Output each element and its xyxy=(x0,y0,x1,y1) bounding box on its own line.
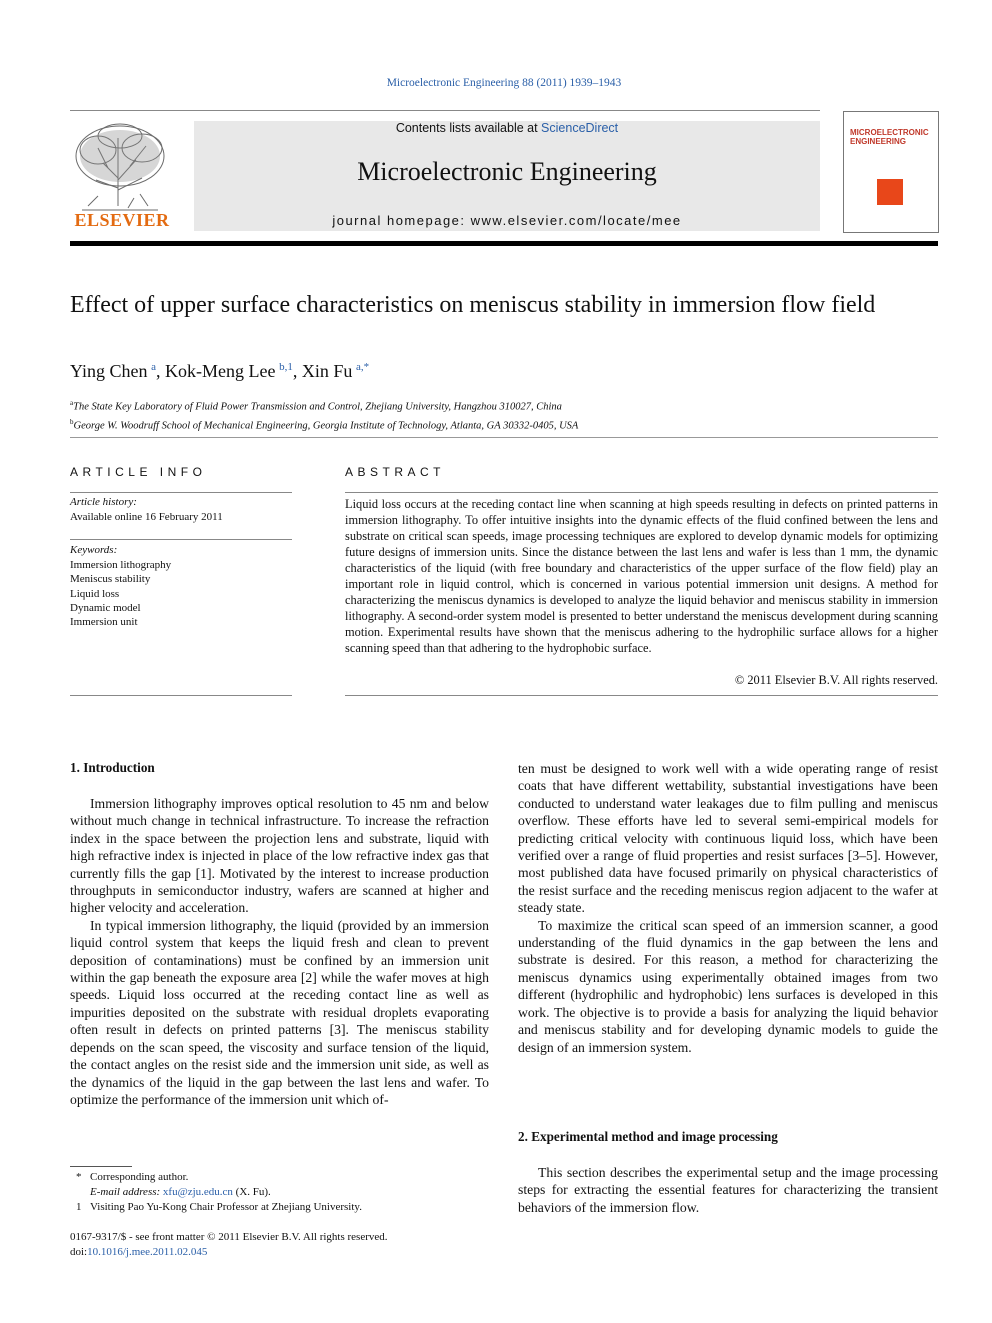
journal-citation[interactable]: Microelectronic Engineering 88 (2011) 1939–1943 xyxy=(386,77,622,89)
article-title: Effect of upper surface characteristics on meniscus stability in immersion flow field xyxy=(70,292,876,318)
affiliations xyxy=(70,396,578,433)
keyword: Meniscus stability xyxy=(70,573,151,586)
body-column-right-continued xyxy=(518,1164,938,1216)
keyword: Dynamic model xyxy=(70,601,141,614)
affiliation xyxy=(70,396,578,415)
affiliation-text: George W. Woodruff School of Mechanical Engineering, Georgia Institute of Technology, Atlanta, GA 30332-0405, USA xyxy=(73,420,579,431)
doi-line xyxy=(70,1245,388,1260)
email-label: E-mail address: xyxy=(90,1186,161,1198)
author-separator: , xyxy=(292,361,302,381)
article-info-heading: ARTICLE INFO xyxy=(70,465,207,479)
journal-cover-thumbnail[interactable] xyxy=(843,111,939,233)
footnote-mark: 1 xyxy=(76,1201,82,1213)
article-info-rule xyxy=(70,695,292,696)
author-affil-mark[interactable]: a,* xyxy=(355,361,370,373)
homepage-prefix: journal homepage: xyxy=(332,213,471,228)
abstract-heading: ABSTRACT xyxy=(345,465,446,479)
footnote-mark: * xyxy=(76,1171,82,1183)
doi-prefix: doi: xyxy=(70,1246,88,1258)
paragraph: This section describes the experimental setup and the image processing steps for extracting the essential features for characterizing the transient behaviors of the immersion flow. xyxy=(518,1165,938,1215)
article-info-rule xyxy=(70,539,292,540)
header-thick-rule xyxy=(70,241,938,246)
cover-title: MICROELECTRONIC ENGINEERING xyxy=(850,128,929,146)
abstract-text: Liquid loss occurs at the receding contact line when scanning at high speeds resulting in defects on printed patterns in immersion lithography. To offer intuitive insights into the dynamic effects of the fluid confined between the lens and substrate on critical scan speeds, image processing techniques are explored to develop dynamic models for optimizing future designs of immersion units. Since the distance between the last lens and wafer is less than 1 mm, the dynamic characteristics of the liquid (with free boundary and characteristics of the upper surface of the flow field) play an important role in liquid control, which is concerned in various potential immersion unit designs. A method for characterizing the meniscus dynamics is developed to analyze the liquid behavior and meniscus stability in immersion lithography. A second-order system model is presented to better understand the meniscus development during scanning motion. Experimental results have shown that the meniscus adhering to the hydrophilic surface allows for a higher scanning speed than that adhering to the hydrophobic surface. xyxy=(345,497,938,655)
author-separator: , xyxy=(156,361,166,381)
section-heading: 1. Introduction xyxy=(70,760,155,775)
title-divider xyxy=(70,437,938,438)
doi-link[interactable]: 10.1016/j.mee.2011.02.045 xyxy=(87,1246,208,1258)
publisher-wordmark: ELSEVIER xyxy=(74,210,170,230)
abstract-rule xyxy=(345,492,938,493)
contents-line xyxy=(194,121,820,135)
keyword: Immersion unit xyxy=(70,616,138,629)
footnote-text: Corresponding author. xyxy=(90,1171,189,1183)
history-value: Available online 16 February 2011 xyxy=(70,511,223,523)
sciencedirect-link[interactable]: ScienceDirect xyxy=(541,121,619,135)
section-heading: 2. Experimental method and image processing xyxy=(518,1129,778,1144)
body-column-left xyxy=(70,795,489,1108)
contents-prefix: Contents lists available at xyxy=(395,121,542,135)
journal-homepage xyxy=(194,213,820,228)
header-divider xyxy=(70,110,820,111)
email-suffix: (X. Fu). xyxy=(232,1186,271,1198)
author-name[interactable]: Ying Chen xyxy=(70,361,148,381)
footnote-text: Visiting Pao Yu-Kong Chair Professor at Zhejiang University. xyxy=(90,1201,362,1213)
footnote xyxy=(70,1200,362,1215)
affiliation-mark: b xyxy=(70,417,74,426)
journal-title: Microelectronic Engineering xyxy=(357,157,657,186)
footnotes xyxy=(70,1170,362,1215)
author-name[interactable]: Kok-Meng Lee xyxy=(165,361,276,381)
issn-doi-block xyxy=(70,1230,388,1260)
keyword: Liquid loss xyxy=(70,587,120,600)
affiliation xyxy=(70,415,578,434)
abstract-copyright: © 2011 Elsevier B.V. All rights reserved. xyxy=(734,673,938,687)
paragraph: To maximize the critical scan speed of an immersion scanner, a good understanding of the fluid dynamics in the gap between the lens and substrate is desired. For this reason, a method for characterizing the meniscus dynamics using experimentally obtained images from two different (hydrophilic and hydrophobic) lens surfaces is developed in this work. The objective is to provide a basis for analyzing the liquid behavior and meniscus stability and for developing dynamic models to guide the design of an immersion system. xyxy=(518,917,938,1055)
article-info-rule xyxy=(70,492,292,493)
cover-graphic xyxy=(877,179,903,205)
body-column-right xyxy=(518,760,938,1056)
keyword: Immersion lithography xyxy=(70,559,172,571)
homepage-link[interactable]: www.elsevier.com/locate/mee xyxy=(470,213,682,228)
author-affil-mark[interactable]: b,1 xyxy=(279,361,293,373)
author-affil-mark[interactable]: a xyxy=(151,361,157,373)
issn-line: 0167-9317/$ - see front matter © 2011 Elsevier B.V. All rights reserved. xyxy=(70,1231,388,1243)
paragraph: Immersion lithography improves optical resolution to 45 nm and below without much change in technical infrastructure. To increase the refraction index in the space between the projection lens and substrate, liquid with high refractive index is injected in place of the low refractive index gas that currently fills the gap [1]. Motivated by the interest to increase production throughputs in semiconductor industry, wafers are scanned at higher and higher velocity and acceleration. xyxy=(70,796,489,916)
abstract-rule xyxy=(345,695,938,696)
keywords-label: Keywords: xyxy=(70,544,118,556)
author-name[interactable]: Xin Fu xyxy=(301,361,353,381)
footnote xyxy=(70,1170,362,1185)
affiliation-mark: a xyxy=(70,399,74,407)
affiliation-text: The State Key Laboratory of Fluid Power Transmission and Control, Zhejiang University, Hangzhou 310027, China xyxy=(73,401,562,413)
keyword-list xyxy=(70,558,171,629)
email-link[interactable]: xfu@zju.edu.cn xyxy=(162,1186,233,1198)
paragraph: In typical immersion lithography, the liquid (provided by an immersion liquid control system that keeps the liquid fresh and clean to prevent deposition of contaminations) must be confined by an immersion unit within the gap beneath the exposure area [2] while the wafer moves at high speeds. Liquid loss occurred at the receding contact line as well as impurities deposited on the substrate with residual droplets evaporating often result in defects on printed patterns [3]. The meniscus stability depends on the scan speed, the viscosity and surface tension of the liquid, the contact angles on the resist side and the immersion unit side, as well as the dynamics of the liquid in the gap between the last lens and wafer. To optimize the performance of the immersion unit which of- xyxy=(70,917,489,1107)
footnote xyxy=(70,1185,362,1200)
footnote-rule xyxy=(70,1166,132,1167)
history-label: Article history: xyxy=(70,496,137,508)
paragraph: ten must be designed to work well with a wide operating range of resist coats that have different wettability, substantial investigations have been conducted to understand water leakages due to film pulling and meniscus overflow. These efforts have led to several semi-empirical models for predicting critical velocity with continuous liquid loss, which have been verified over a range of fluid properties and resist surfaces [3–5]. However, most published data have focused primarily on physical characteristics of the resist surface and the receding meniscus region adjacent to the wafer at steady state. xyxy=(518,761,938,916)
author-list xyxy=(70,361,369,382)
